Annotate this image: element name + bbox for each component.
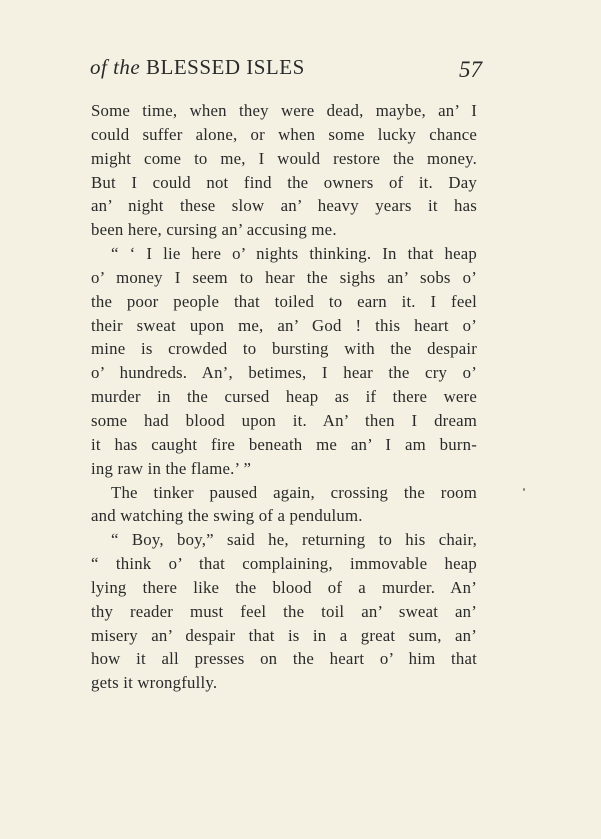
running-head-title: BLESSED ISLES <box>146 55 305 79</box>
text-line: But I could not find the owners of it. Day <box>91 172 477 192</box>
text-line: thy reader must feel the toil an’ sweat an’ <box>91 601 477 621</box>
text-line: might come to me, I would restore the money. <box>91 148 477 168</box>
page-number: 57 <box>459 57 482 82</box>
text-line: how it all presses on the heart o’ him that <box>91 649 477 669</box>
text-line: lying there like the blood of a murder. An’ <box>91 577 477 597</box>
page-header <box>90 55 482 85</box>
text-line: o’ hundreds. An’, betimes, I hear the cry o’ <box>91 363 477 383</box>
text-line: and watching the swing of a pendulum. <box>91 506 363 526</box>
text-line: it has caught fire beneath me an’ I am burn- <box>91 434 477 454</box>
text-line: “ ‘ I lie here o’ nights thinking. In that heap <box>111 244 477 264</box>
text-line: The tinker paused again, crossing the room <box>111 482 477 502</box>
text-line: ing raw in the flame.’ ” <box>91 458 252 478</box>
text-line: been here, cursing an’ accusing me. <box>91 220 337 240</box>
text-line: “ think o’ that complaining, immovable heap <box>91 554 477 574</box>
text-line: “ Boy, boy,” said he, returning to his chair, <box>111 530 477 550</box>
text-line: o’ money I seem to hear the sighs an’ sobs o’ <box>91 267 477 287</box>
text-line: mine is crowded to bursting with the despair <box>91 339 477 359</box>
running-head <box>90 55 305 80</box>
text-line: their sweat upon me, an’ God ! this heart o’ <box>91 315 477 335</box>
text-line: Some time, when they were dead, maybe, an’ I <box>91 101 477 120</box>
text-line: some had blood upon it. An’ then I dream <box>91 410 477 430</box>
running-head-prefix: of the <box>90 55 141 79</box>
text-line: the poor people that toiled to earn it. I feel <box>91 291 477 311</box>
body-text <box>91 99 477 695</box>
text-line: an’ night these slow an’ heavy years it has <box>91 196 477 216</box>
text-line: misery an’ despair that is in a great sum, an’ <box>91 625 477 645</box>
paper-speck <box>523 488 525 491</box>
text-line: could suffer alone, or when some lucky chance <box>91 124 477 144</box>
text-line: gets it wrongfully. <box>91 673 218 693</box>
text-line: murder in the cursed heap as if there were <box>91 387 477 407</box>
